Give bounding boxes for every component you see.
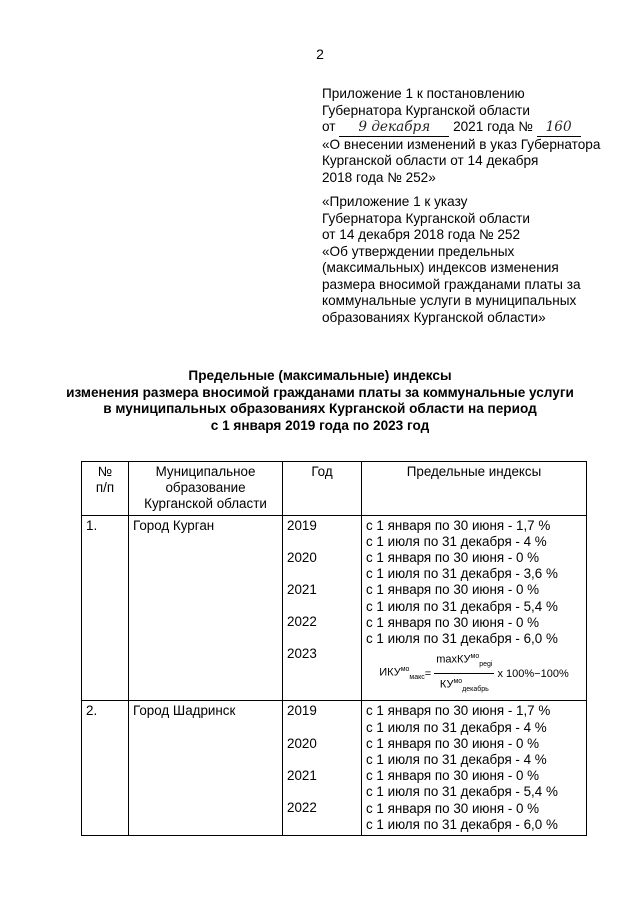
page-number: 2	[316, 46, 324, 62]
index-line: с 1 января по 30 июня - 0 %	[366, 735, 540, 751]
year-cell: 2023	[287, 646, 317, 662]
index-line: с 1 июля по 31 декабря - 5,4 %	[366, 784, 558, 800]
formula-tail: х 100%−100%	[497, 667, 569, 680]
row-indexes	[362, 515, 587, 701]
decree-line: «Об утверждении предельных	[322, 243, 515, 259]
header-num	[82, 462, 129, 516]
year-cell: 2022	[287, 799, 317, 815]
title-line: изменения размера вносимой гражданами платы за коммунальные услуги	[66, 384, 574, 400]
year-cell: 2019	[287, 517, 317, 533]
formula-text: ИКУ	[379, 666, 401, 679]
formula-sub: макс	[409, 673, 425, 681]
formula-lhs	[379, 662, 425, 686]
row-number: 1.	[82, 515, 129, 701]
decree-line: коммунальные услуги в муниципальных	[322, 293, 577, 308]
index-formula	[366, 649, 582, 698]
table-row	[82, 701, 587, 836]
decree-line: (максимальных) индексов изменения	[322, 260, 559, 275]
handwritten-number: 160	[537, 119, 581, 137]
appendix-date-line	[322, 119, 600, 137]
appendix-header	[322, 86, 600, 186]
header-text: п/п	[95, 480, 115, 496]
appendix-line: «О внесении изменений в указ Губернатора	[322, 136, 601, 152]
index-line: с 1 января по 30 июня - 0 %	[366, 800, 540, 816]
formula-text: КУ	[439, 678, 454, 691]
header-text: образование	[165, 480, 246, 496]
index-line: с 1 января по 30 июня - 1,7 %	[366, 703, 551, 719]
decree-line: «Приложение 1 к указу	[322, 194, 468, 209]
formula-fraction	[434, 649, 494, 698]
index-line: с 1 июля по 31 декабря - 5,4 %	[366, 598, 558, 614]
row-municipality: Город Шадринск	[129, 701, 283, 836]
decree-line: размера вносимой гражданами платы за	[322, 276, 581, 292]
year-cell: 2021	[287, 582, 317, 598]
header-text: Муниципальное	[155, 464, 256, 479]
index-line: с 1 июля по 31 декабря - 4 %	[366, 751, 547, 767]
formula-sub: pegi	[479, 661, 493, 669]
decree-line: образованиях Курганской области»	[322, 309, 546, 325]
header-municipality	[129, 462, 283, 516]
header-text: Курганской области	[144, 496, 267, 512]
date-prefix: от	[322, 119, 336, 134]
row-years	[283, 701, 362, 836]
index-line: с 1 января по 30 июня - 0 %	[366, 550, 540, 566]
formula-text: maxКУ	[436, 653, 471, 666]
year-cell: 2019	[287, 703, 317, 719]
document-title	[60, 368, 580, 434]
header-text: №	[97, 464, 113, 479]
appendix-line: Губернатора Курганской области	[322, 102, 530, 118]
indexes-table	[81, 461, 587, 836]
title-line: Предельные (максимальные) индексы	[188, 368, 452, 383]
formula-sup: мо	[400, 665, 410, 673]
row-number: 2.	[82, 701, 129, 836]
index-line: с 1 июля по 31 декабря - 4 %	[366, 533, 547, 549]
formula-sub: декабрь	[462, 686, 489, 694]
date-mid: 2021 года №	[453, 119, 533, 134]
decree-reference	[322, 194, 581, 326]
header-index: Предельные индексы	[362, 462, 587, 516]
handwritten-date: 9 декабря	[339, 119, 449, 137]
formula-sup: мо	[470, 653, 480, 661]
year-cell: 2020	[287, 549, 317, 565]
decree-line: Губернатора Курганской области	[322, 210, 530, 226]
appendix-line: Приложение 1 к постановлению	[322, 86, 525, 101]
index-line: с 1 июля по 31 декабря - 3,6 %	[366, 566, 558, 582]
appendix-line: Курганской области от 14 декабря	[322, 153, 539, 168]
row-indexes	[362, 701, 587, 836]
index-line: с 1 января по 30 июня - 0 %	[366, 768, 540, 784]
title-line: с 1 января 2019 года по 2023 год	[210, 417, 430, 433]
table-row	[82, 515, 587, 701]
year-cell: 2020	[287, 735, 317, 751]
index-line: с 1 июля по 31 декабря - 6,0 %	[366, 816, 558, 832]
row-years	[283, 515, 362, 701]
title-line: в муниципальных образованиях Курганской области на период	[103, 401, 537, 416]
appendix-line: 2018 года № 252»	[322, 169, 436, 185]
row-municipality: Город Курган	[129, 515, 283, 701]
year-cell: 2022	[287, 614, 317, 630]
formula-sup: мо	[453, 678, 463, 686]
header-year: Год	[283, 462, 362, 516]
formula-eq: =	[424, 667, 432, 680]
index-line: с 1 января по 30 июня - 0 %	[366, 614, 540, 630]
table-header-row	[82, 462, 587, 516]
formula-denominator	[440, 674, 489, 698]
formula-numerator	[434, 649, 494, 674]
year-cell: 2021	[287, 767, 317, 783]
index-line: с 1 июля по 31 декабря - 4 %	[366, 719, 547, 735]
decree-line: от 14 декабря 2018 года № 252	[322, 227, 521, 242]
index-line: с 1 января по 30 июня - 1,7 %	[366, 517, 551, 533]
index-line: с 1 января по 30 июня - 0 %	[366, 582, 540, 598]
index-line: с 1 июля по 31 декабря - 6,0 %	[366, 631, 558, 647]
